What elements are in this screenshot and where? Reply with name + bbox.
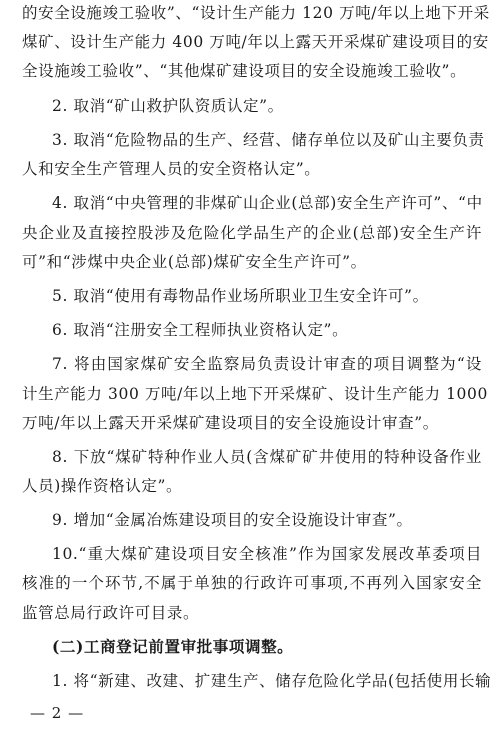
text-line: 2. 取消“矿山救护队资质认定”。 — [52, 97, 284, 115]
page-number: — 2 — — [30, 704, 85, 722]
text-line: 万吨/年以上露天开采煤矿建设项目的安全设施设计审查”。 — [22, 414, 439, 432]
text-line: 全设施竣工验收”、“其他煤矿建设项目的安全设施竣工验收”。 — [22, 62, 467, 80]
section-heading: (二)工商登记前置审批事项调整。 — [52, 637, 294, 656]
text-line: 4. 取消“中央管理的非煤矿山企业(总部)安全生产许可”、“中 — [52, 194, 483, 212]
text-line: 监管总局行政许可目录。 — [22, 604, 200, 622]
text-line: 6. 取消“注册安全工程师执业资格认定”。 — [52, 321, 349, 339]
text-line: 煤矿、设计生产能力 400 万吨/年以上露天开采煤矿建设项目的安 — [22, 33, 489, 51]
text-line: 10.“重大煤矿建设项目安全核准”作为国家发展改革委项目 — [52, 545, 482, 563]
text-line: 核准的一个环节,不属于单独的行政许可事项,不再列入国家安全 — [22, 574, 482, 592]
text-line: 计生产能力 300 万吨/年以上地下开采煤矿、设计生产能力 1000 — [22, 385, 488, 403]
text-line: 1. 将“新建、改建、扩建生产、储存危险化学品(包括使用长输 — [52, 672, 492, 690]
text-line: 人员)操作资格认定”。 — [22, 477, 183, 495]
text-line: 8. 下放“煤矿特种作业人员(含煤矿矿井使用的特种设备作业 — [52, 448, 482, 466]
text-line: 可”和“涉煤中央企业(总部)煤矿安全生产许可”。 — [22, 253, 367, 271]
text-line: 3. 取消“危险物品的生产、经营、储存单位以及矿山主要负责 — [52, 131, 485, 149]
text-line: 央企业及直接控股涉及危险化学品生产的企业(总部)安全生产许 — [22, 224, 482, 242]
text-line: 9. 增加“金属冶炼建设项目的安全设施设计审查”。 — [52, 511, 413, 529]
text-line: 的安全设施竣工验收”、“设计生产能力 120 万吨/年以上地下开采 — [22, 4, 490, 22]
text-line: 5. 取消“使用有毒物品作业场所职业卫生安全许可”。 — [52, 287, 429, 305]
text-line: 人和安全生产管理人员的安全资格认定”。 — [22, 160, 321, 178]
text-line: 7. 将由国家煤矿安全监察局负责设计审查的项目调整为“设 — [52, 355, 482, 373]
